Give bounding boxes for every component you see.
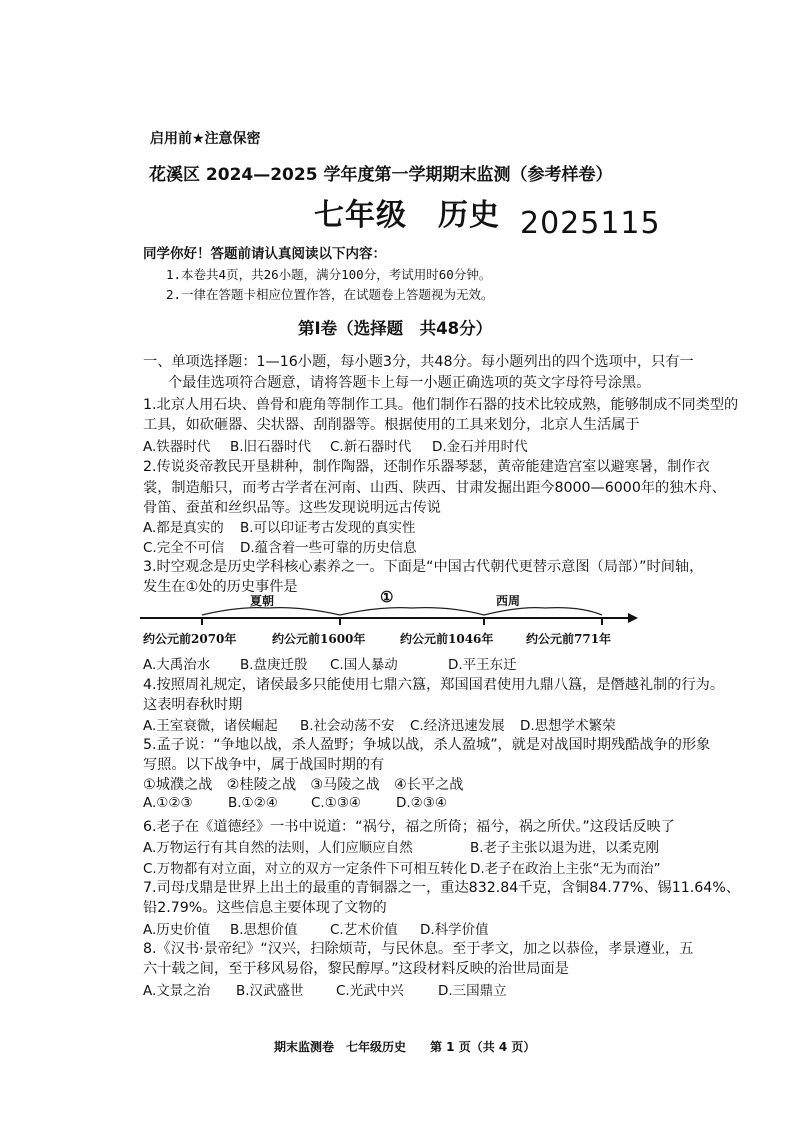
q3-option-b: B.盘庚迁殷: [240, 657, 308, 673]
q8-option-b: B.汉武盛世: [236, 983, 304, 999]
question-4-stem: 4.按照周礼规定，诸侯最多只能使用七鼎六簋，郑国国君使用九鼎八簋，是僭越礼制的行为。: [143, 677, 725, 693]
q7-option-b: B.思想价值: [230, 922, 298, 938]
page-footer: 期末监测卷 七年级历史 第 1 页（共 4 页）: [274, 1040, 536, 1054]
q1-option-b: B.旧石器时代: [230, 439, 312, 455]
q6-option-b: B.老子主张以退为进，以柔克刚: [470, 840, 660, 856]
timeline-label-marker: ①: [380, 588, 394, 606]
question-2-stem-cont2: 骨笛、蚕茧和丝织品等。这些发现说明远古传说: [143, 500, 441, 516]
q2-option-c: C.完全不可信: [143, 540, 225, 556]
q4-option-b: B.社会动荡不安: [300, 718, 395, 734]
timeline-date-3: 约公元前1046年: [400, 632, 494, 646]
timeline-label-xizhou: 西周: [496, 594, 521, 608]
q8-option-a: A.文景之治: [143, 983, 211, 999]
q7-option-c: C.艺术价值: [330, 922, 398, 938]
subject-title: 七年级 历史: [314, 198, 500, 233]
question-6-stem: 6.老子在《道德经》一书中说道：“祸兮，福之所倚；福兮，祸之所伏。”这段话反映了: [143, 819, 675, 835]
question-1-stem: 1.北京人用石块、兽骨和鹿角等制作工具。他们制作石器的技术比较成熟，能够制成不同类型的: [143, 397, 739, 413]
q4-option-a: A.王室衰微，诸侯崛起: [143, 718, 278, 734]
marker-bracket: [340, 608, 484, 615]
section-title: 第Ⅰ卷（选择题 共48分）: [298, 319, 493, 338]
q4-option-c: C.经济迅速发展: [410, 718, 505, 734]
q6-option-c: C.万物都有对立面，对立的双方一定条件下可相互转化: [143, 861, 468, 877]
q5-option-a: A.①②③: [143, 795, 193, 811]
question-2-stem-cont: 裳，制造船只，而考古学者在河南、山西、陕西、甘肃发掘出距今8000—6000年的独木舟、: [143, 480, 726, 496]
q8-option-c: C.光武中兴: [336, 983, 404, 999]
confidential-notice: 启用前★注意保密: [150, 131, 261, 147]
q3-option-d: D.平王东迁: [448, 657, 517, 673]
q8-option-d: D.三国鼎立: [438, 983, 507, 999]
exam-code: 2025115: [520, 206, 661, 241]
q6-option-a: A.万物运行有其自然的法则，人们应顺应自然: [143, 840, 413, 856]
q3-option-c: C.国人暴动: [330, 657, 398, 673]
q5-option-d: D.②③④: [396, 795, 447, 811]
question-5-stem-cont: 写照。以下战争中，属于战国时期的有: [143, 757, 385, 773]
timeline-date-2: 约公元前1600年: [272, 632, 366, 646]
q5-option-b: B.①②④: [228, 795, 278, 811]
notice-title: 同学你好！答题前请认真阅读以下内容：: [143, 246, 386, 262]
q5-option-c: C.①③④: [311, 795, 362, 811]
notice-item-2: 2.一律在答题卡相应位置作答，在试题卷上答题视为无效。: [166, 287, 494, 302]
timeline-date-1: 约公元前2070年: [143, 632, 237, 646]
question-1-stem-cont: 工具，如砍砸器、尖状器、刮削器等。根据使用的工具来划分，北京人生活属于: [143, 417, 640, 433]
q1-option-c: C.新石器时代: [330, 439, 412, 455]
q1-option-a: A.铁器时代: [143, 439, 211, 455]
timeline-date-4: 约公元前771年: [526, 632, 612, 646]
notice-item-1: 1.本卷共4页，共26小题，满分100分，考试用时60分钟。: [166, 267, 492, 282]
exam-title: 花溪区 2024—2025 学年度第一学期期末监测（参考样卷）: [149, 165, 613, 185]
timeline-arrow-head: [628, 613, 638, 623]
q6-option-d: D.老子在政治上主张“无为而治”: [470, 861, 661, 877]
q2-option-d: D.蕴含着一些可靠的历史信息: [240, 540, 417, 556]
q3-option-a: A.大禹治水: [143, 657, 211, 673]
q7-option-a: A.历史价值: [143, 922, 211, 938]
question-7-stem-cont: 铅2.79%。这些信息主要体现了文物的: [143, 900, 387, 916]
section-instruction: 一、单项选择题：1—16小题，每小题3分，共48分。每小题列出的四个选项中，只有一: [143, 354, 694, 370]
timeline-label-xia: 夏朝: [250, 594, 275, 608]
section-instruction-cont: 个最佳选项符合题意，请将答题卡上每一小题正确选项的英文字母符号涂黑。: [168, 375, 651, 391]
question-5-items: ①城濮之战 ②桂陵之战 ③马陵之战 ④长平之战: [143, 777, 464, 793]
question-5-stem: 5.孟子说：“争地以战，杀人盈野；争城以战，杀人盈城”，就是对战国时期残酷战争的形象: [143, 737, 711, 753]
q2-option-a: A.都是真实的: [143, 520, 224, 536]
question-3-stem: 3.时空观念是历史学科核心素养之一。下面是“中国古代朝代更替示意图（局部）”时间轴，: [143, 559, 704, 575]
q4-option-d: D.思想学术繁荣: [520, 718, 616, 734]
question-2-stem: 2.传说炎帝教民开垦耕种，制作陶器，还制作乐器琴瑟，黄帝能建造宫室以避寒暑，制作衣: [143, 459, 710, 475]
question-8-stem: 8.《汉书·景帝纪》“汉兴，扫除烦苛，与民休息。至于孝文，加之以恭俭，孝景遵业，五: [143, 941, 694, 957]
question-4-stem-cont: 这表明春秋时期: [143, 697, 243, 713]
question-3-stem-cont: 发生在①处的历史事件是: [143, 579, 298, 595]
question-8-stem-cont: 六十载之间，至于移风易俗，黎民醇厚。”这段材料反映的治世局面是: [143, 961, 569, 977]
q1-option-d: D.金石并用时代: [432, 439, 528, 455]
question-7-stem: 7.司母戊鼎是世界上出土的最重的青铜器之一，重达832.84千克，含铜84.77%、锡11.64%、: [143, 880, 740, 896]
q7-option-d: D.科学价值: [420, 922, 489, 938]
q2-option-b: B.可以印证考古发现的真实性: [240, 520, 416, 536]
